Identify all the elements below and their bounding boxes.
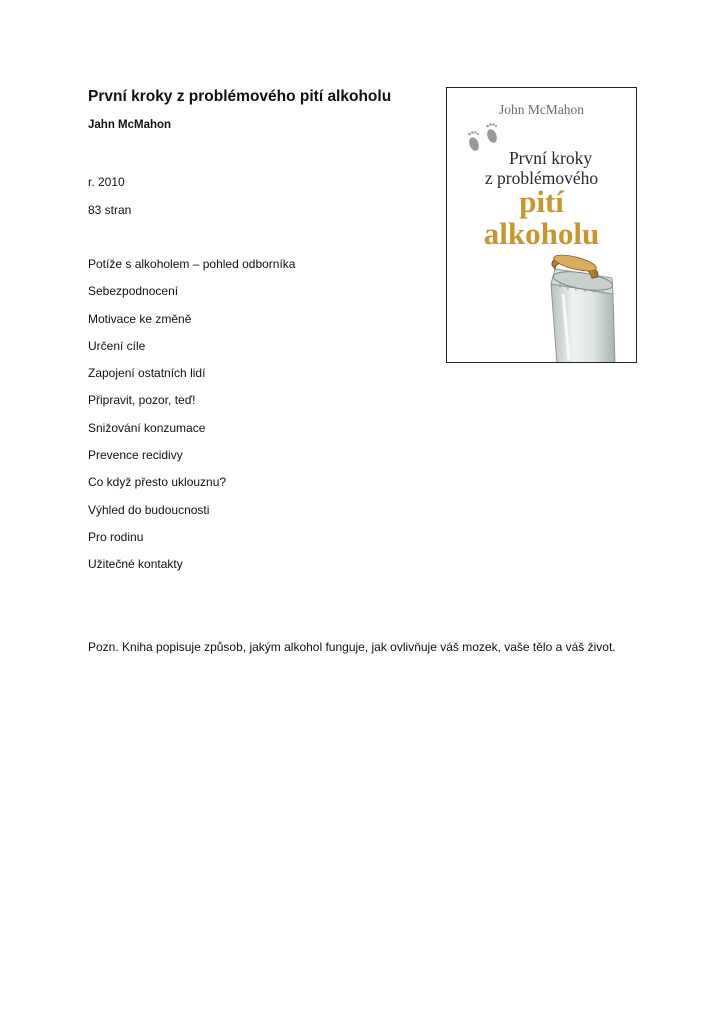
cover-title bbox=[447, 148, 636, 188]
cover-accent-title bbox=[447, 186, 636, 250]
page-count: 83 stran bbox=[88, 203, 132, 217]
contents-item: Potíže s alkoholem – pohled odborníka bbox=[88, 257, 296, 271]
contents-item: Prevence recidivy bbox=[88, 448, 183, 463]
book-note: Pozn. Kniha popisuje způsob, jakým alkohol funguje, jak ovlivňuje váš mozek, vaše tělo a váš život. bbox=[88, 640, 616, 654]
contents-item: Připravit, pozor, teď! bbox=[88, 393, 196, 408]
cover-accent-line: alkoholu bbox=[483, 216, 600, 251]
contents-list bbox=[88, 257, 295, 585]
cover-accent-line: pití bbox=[519, 184, 564, 219]
contents-item: Co když přesto uklouznu? bbox=[88, 475, 227, 490]
contents-item: Výhled do budoucnosti bbox=[88, 502, 210, 517]
book-cover bbox=[446, 87, 637, 363]
book-author: Jahn McMahon bbox=[88, 119, 172, 131]
cover-author: John McMahon bbox=[498, 102, 585, 117]
contents-item: Snižování konzumace bbox=[88, 420, 206, 435]
book-title: První kroky z problémového pití alkoholu bbox=[88, 88, 392, 105]
bottle-image bbox=[551, 252, 615, 363]
contents-item: Zapojení ostatních lidí bbox=[88, 366, 206, 381]
contents-item: Motivace ke změně bbox=[88, 311, 192, 326]
contents-item: Pro rodinu bbox=[88, 529, 144, 544]
publication-year: r. 2010 bbox=[88, 175, 125, 189]
contents-item: Určení cíle bbox=[88, 338, 146, 353]
cover-title-line: z problémového bbox=[484, 168, 599, 188]
contents-item: Sebezpodnocení bbox=[88, 284, 179, 299]
contents-item: Užitečné kontakty bbox=[88, 557, 183, 572]
cover-title-line: První kroky bbox=[508, 148, 593, 168]
